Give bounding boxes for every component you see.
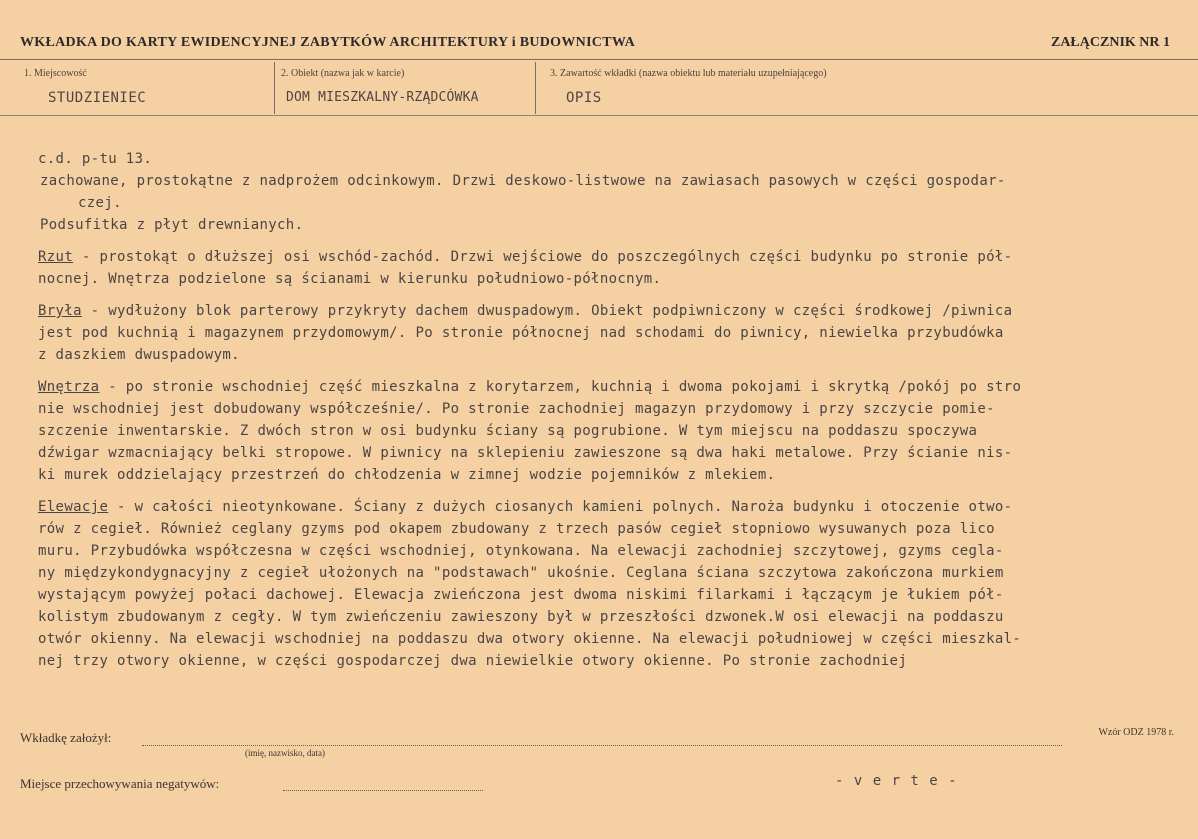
field-divider-2 <box>535 62 536 114</box>
text-line: nocnej. Wnętrza podzielone są ścianami w kierunku południowo-północnym. <box>38 271 662 287</box>
section-heading: Bryła <box>38 303 82 319</box>
text-line: czej. <box>78 195 122 211</box>
field-divider-1 <box>274 62 275 114</box>
text-line: nie wschodniej jest dobudowany współcześnie/. Po stronie zachodniej magazyn przydomowy i przy szczycie pomie- <box>38 401 995 417</box>
text-line: - wydłużony blok parterowy przykryty dachem dwuspadowym. Obiekt podpiwniczony w części środkowej /piwnica <box>81 303 1013 319</box>
negatives-label: Miejsce przechowywania negatywów: <box>20 776 220 791</box>
verte-mark: - v e r t e - <box>835 773 958 789</box>
founder-sublabel: (imię, nazwisko, data) <box>245 748 325 758</box>
text-line: kolistym zbudowanym z cegły. W tym zwieńczeniu zawieszony był w przeszłości dzwonek.W osi elewacji na poddaszu <box>38 609 1004 625</box>
text-line: dźwigar wzmacniający belki stropowe. W piwnicy na sklepieniu zawieszone są dwa haki metalowe. Przy ścianie nis- <box>38 445 1013 461</box>
field-object-value: DOM MIESZKALNY-RZĄDCÓWKA <box>286 90 479 105</box>
text-line: z daszkiem dwuspadowym. <box>38 347 240 363</box>
founder-label: Wkładkę założył: <box>20 730 112 745</box>
text-line: muru. Przybudówka współczesna w części wschodniej, otynkowana. Na elewacji zachodniej szczytowej, gzyms cegla- <box>38 543 1004 559</box>
text-line: c.d. p-tu 13. <box>38 151 153 167</box>
negatives-dotted-line <box>283 790 483 791</box>
text-line: nej trzy otwory okienne, w części gospodarczej dwa niewielkie otwory okienne. Po stronie zachodniej <box>38 653 908 669</box>
founder-dotted-line <box>142 745 1062 746</box>
text-line: jest pod kuchnią i magazynem przydomowym/. Po stronie północnej nad schodami do piwnicy, niewielka przybudówka <box>38 325 1004 341</box>
section-heading: Rzut <box>38 249 74 265</box>
text-line: szczenie inwentarskie. Z dwóch stron w osi budynku ściany są pogrubione. W tym miejscu na poddaszu spoczywa <box>38 423 978 439</box>
form-code: Wzór ODZ 1978 r. <box>1098 727 1174 738</box>
field-locality-label: 1. Miejscowość <box>24 68 87 79</box>
fields-rule <box>0 115 1198 116</box>
annex-number: ZAŁĄCZNIK NR 1 <box>1050 35 1170 50</box>
field-locality-value: STUDZIENIEC <box>48 90 147 106</box>
field-object-label: 2. Obiekt (nazwa jak w karcie) <box>281 68 405 79</box>
text-line: rów z cegieł. Również ceglany gzyms pod okapem zbudowany z trzech pasów cegieł stopniowo wysuwanych poza lico <box>38 521 995 537</box>
section-wnetrza <box>38 376 1188 398</box>
form-title: WKŁADKA DO KARTY EWIDENCYJNEJ ZABYTKÓW ARCHITEKTURY i BUDOWNICTWA <box>20 35 636 50</box>
text-line: - prostokąt o dłuższej osi wschód-zachód. Drzwi wejściowe do poszczególnych części budynku po stronie pół- <box>73 249 1013 265</box>
section-rzut <box>38 246 1188 268</box>
text-line: Podsufitka z płyt drewnianych. <box>40 217 304 233</box>
text-line: wystającym powyżej połaci dachowej. Elewacja zwieńczona jest dwoma niskimi filarkami i łączącym je łukiem pół- <box>38 587 1004 603</box>
section-heading: Elewacje <box>38 499 109 515</box>
section-elewacje <box>38 496 1188 518</box>
field-content-label: 3. Zawartość wkładki (nazwa obiektu lub materiału uzupełniającego) <box>550 68 827 79</box>
text-line: otwór okienny. Na elewacji wschodniej na poddaszu dwa otwory okienne. Na elewacji południowej w części mieszkal- <box>38 631 1022 647</box>
text-line: zachowane, prostokątne z nadprożem odcinkowym. Drzwi deskowo-listwowe na zawiasach pasowych w części gospodar- <box>40 173 1006 189</box>
section-bryla <box>38 300 1188 322</box>
field-content-value: OPIS <box>566 90 602 106</box>
text-line: - po stronie wschodniej część mieszkalna z korytarzem, kuchnią i dwoma pokojami i skrytką /pokój po stro <box>99 379 1022 395</box>
description-text <box>38 148 1188 672</box>
text-line: - w całości nieotynkowane. Ściany z dużych ciosanych kamieni polnych. Naroża budynku i otoczenie otwo- <box>108 499 1013 515</box>
header-rule <box>0 59 1198 60</box>
section-heading: Wnętrza <box>38 379 100 395</box>
text-line: ki murek oddzielający przestrzeń do chłodzenia w zimnej wodzie pojemników z mlekiem. <box>38 467 776 483</box>
text-line: ny międzykondygnacyjny z cegieł ułożonych na "podstawach" ukośnie. Ceglana ściana szczytowa zakończona murkiem <box>38 565 1004 581</box>
